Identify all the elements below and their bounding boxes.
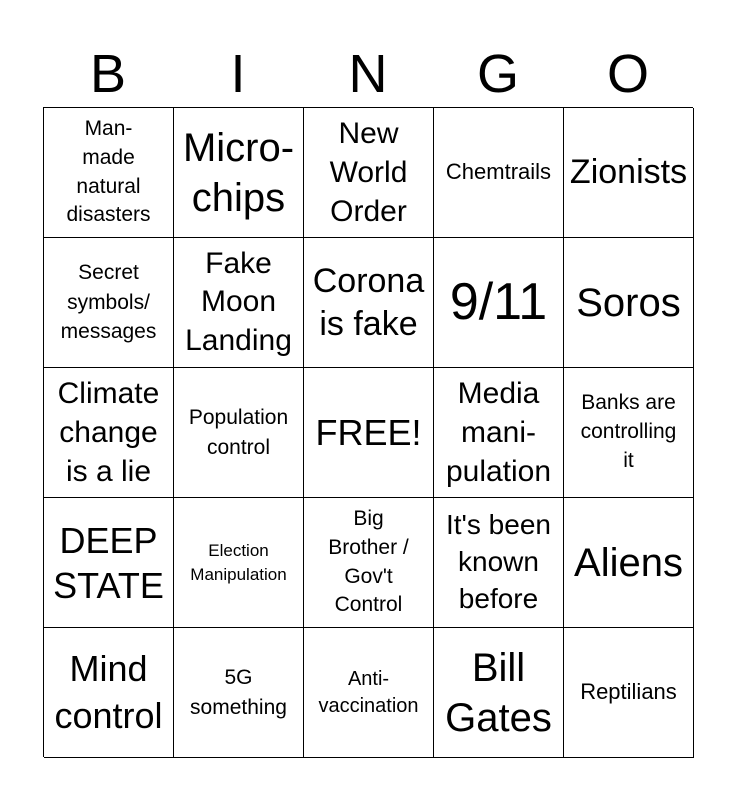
bingo-cell-line: FREE! — [315, 411, 422, 453]
bingo-cell-line: Big — [353, 506, 384, 530]
bingo-cell-line: mani- — [460, 416, 536, 449]
bingo-cell[interactable] — [564, 238, 694, 368]
bingo-cell-line: vaccination — [318, 694, 419, 717]
bingo-cell-line: Banks are — [581, 391, 676, 415]
bingo-header — [43, 44, 693, 104]
bingo-cell-line: 9/11 — [449, 273, 548, 332]
bingo-cell-line: made — [82, 145, 135, 169]
bingo-cell-line: DEEP — [59, 519, 158, 561]
bingo-cell[interactable] — [44, 498, 174, 628]
bingo-cell-line: STATE — [53, 564, 164, 606]
bingo-cell[interactable] — [564, 368, 694, 498]
bingo-cell-line: Fake — [205, 247, 272, 281]
bingo-cell-line: Secret — [78, 261, 139, 285]
bingo-cell[interactable] — [434, 498, 564, 628]
bingo-cell-line: known — [458, 546, 539, 578]
bingo-cell-line: Bill — [471, 645, 526, 690]
bingo-cell[interactable] — [434, 628, 564, 758]
bingo-cell[interactable] — [44, 628, 174, 758]
bingo-cell-line: World — [329, 156, 408, 189]
header-letter-o: O — [606, 44, 649, 104]
bingo-cell-line: Gov't — [344, 564, 393, 588]
bingo-cell-line: Micro- — [182, 125, 295, 170]
bingo-cell-line: It's been — [446, 509, 551, 541]
bingo-cell-line: symbols/ — [67, 290, 150, 314]
bingo-cell[interactable] — [44, 108, 174, 238]
header-letter-n: N — [348, 44, 388, 104]
bingo-cell-line: Corona — [312, 262, 425, 300]
bingo-cell-line: natural — [76, 174, 141, 198]
bingo-cell-line: Soros — [576, 280, 681, 325]
bingo-cell-line: is fake — [319, 304, 418, 343]
header-letter-i: I — [230, 44, 246, 104]
bingo-cell[interactable] — [44, 238, 174, 368]
bingo-cell[interactable] — [304, 368, 434, 498]
bingo-cell[interactable] — [564, 108, 694, 238]
bingo-cell-line: Landing — [185, 323, 292, 357]
bingo-cell[interactable] — [304, 238, 434, 368]
bingo-cell-line: Mind — [69, 647, 148, 689]
bingo-cell[interactable] — [564, 628, 694, 758]
bingo-cell-line: control — [54, 694, 163, 736]
bingo-cell-line: Moon — [200, 285, 277, 319]
bingo-cell-line: Order — [330, 195, 407, 228]
bingo-cell-line: Media — [457, 377, 540, 410]
bingo-cell-line: chips — [191, 175, 286, 220]
bingo-cell-line: before — [458, 582, 539, 614]
bingo-cell-line: Population — [188, 406, 289, 430]
bingo-cell-line: Gates — [445, 695, 552, 740]
header-letter-g: G — [476, 44, 519, 104]
bingo-cell-line: Manipulation — [190, 564, 287, 584]
bingo-cell-line: Aliens — [574, 540, 683, 585]
bingo-cell[interactable] — [564, 498, 694, 628]
bingo-cell[interactable] — [434, 108, 564, 238]
bingo-cell[interactable] — [174, 498, 304, 628]
bingo-cell-line: is a lie — [65, 455, 152, 488]
header-letter-b: B — [89, 44, 127, 104]
bingo-cell-line: Man- — [84, 116, 133, 140]
bingo-cell[interactable] — [44, 368, 174, 498]
bingo-cell-line: Brother / — [328, 535, 409, 559]
bingo-cell-line: 5G — [224, 666, 253, 690]
bingo-cell-line: Anti- — [347, 667, 390, 690]
bingo-cell[interactable] — [304, 628, 434, 758]
bingo-cell-line: Zionists — [569, 153, 688, 192]
bingo-cell-line: Climate — [57, 377, 160, 410]
bingo-cell[interactable] — [174, 368, 304, 498]
bingo-cell-line: change — [59, 416, 158, 449]
bingo-cell[interactable] — [434, 238, 564, 368]
bingo-cell[interactable] — [174, 628, 304, 758]
bingo-cell-line: messages — [60, 320, 157, 344]
bingo-cell[interactable] — [304, 498, 434, 628]
bingo-cell-line: something — [190, 695, 287, 719]
bingo-cell-line: New — [338, 117, 399, 150]
bingo-cell[interactable] — [174, 238, 304, 368]
bingo-cell[interactable] — [174, 108, 304, 238]
bingo-cell-line: controlling — [580, 420, 677, 444]
bingo-cell[interactable] — [304, 108, 434, 238]
bingo-cell-line: disasters — [66, 203, 151, 227]
bingo-cell-line: it — [623, 448, 634, 472]
bingo-cell-line: pulation — [445, 455, 552, 488]
bingo-cell[interactable] — [434, 368, 564, 498]
bingo-cell-line: Chemtrails — [445, 159, 552, 185]
bingo-cell-line: Control — [334, 593, 403, 617]
bingo-cell-line: Reptilians — [580, 679, 677, 705]
bingo-board — [43, 107, 693, 757]
bingo-cell-line: control — [206, 435, 271, 459]
bingo-cell-line: Election — [208, 540, 269, 560]
